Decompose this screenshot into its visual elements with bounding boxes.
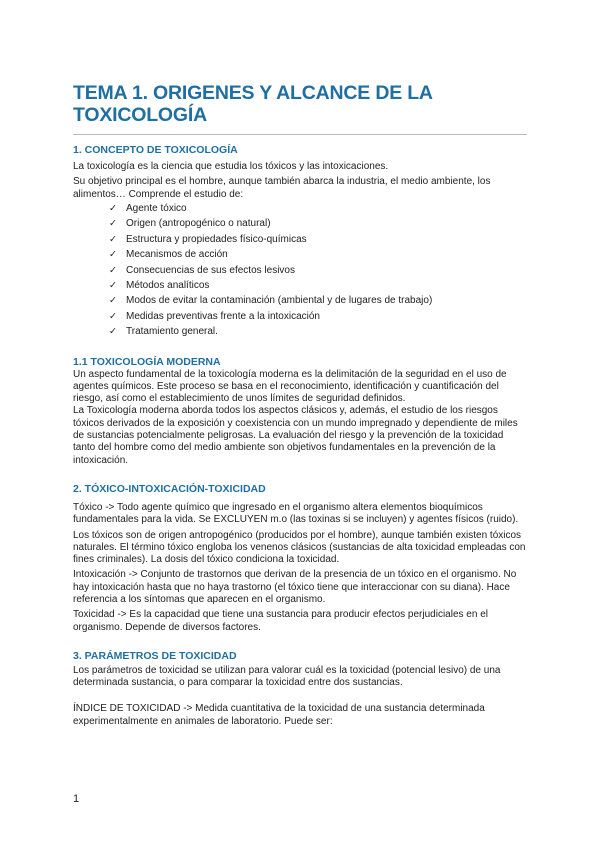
section-3-paragraph-2: ÍNDICE DE TOXICIDAD -> Medida cuantitativa de la toxicidad de una sustancia determinada experimentalmente en animales de laboratorio. Puede ser: bbox=[73, 703, 485, 727]
check-mark-icon: ✓ bbox=[109, 249, 117, 261]
list-item: ✓ Estructura y propiedades físico-químicas bbox=[109, 232, 528, 247]
section-3-paragraph-1: Los parámetros de toxicidad se utilizan para valorar cuál es la toxicidad (potencial lesivo) de una determinada sustancia, o para comparar la toxicidad entre dos sustancias. bbox=[73, 664, 501, 689]
topic-list bbox=[73, 201, 528, 340]
document-page bbox=[73, 82, 528, 728]
title-divider bbox=[73, 134, 527, 135]
section-3-heading: 3. PARÁMETROS DE TOXICIDAD bbox=[73, 649, 237, 662]
section-2-heading: 2. TÓXICO-INTOXICACIÓN-TOXICIDAD bbox=[73, 482, 266, 495]
title-line-1: TEMA 1. ORIGENES Y ALCANCE DE LA bbox=[73, 82, 433, 104]
section-1-scope: Su objetivo principal es el hombre, aunque también abarca la industria, el medio ambiente, los alimentos… Comprende el estudio de: bbox=[73, 176, 491, 200]
list-item: ✓ Mecanismos de acción bbox=[109, 247, 528, 262]
list-item: ✓ Modos de evitar la contaminación (ambiental y de lugares de trabajo) bbox=[109, 293, 528, 308]
check-mark-icon: ✓ bbox=[109, 202, 117, 214]
page-title bbox=[73, 82, 528, 126]
check-mark-icon: ✓ bbox=[109, 233, 117, 245]
section-2-paragraph-2: Los tóxicos son de origen antropogénico (producidos por el hombre), aunque también existen tóxicos naturales. El término tóxico engloba los venenos clásicos (sustancias de alta toxicidad empleadas con fines criminales). La dosis del tóxico condiciona la toxicidad. bbox=[73, 529, 526, 566]
section-1-1-paragraph-2: La Toxicología moderna aborda todos los aspectos clásicos y, además, el estudio de los riesgos tóxicos derivados de la exposición y coexistencia con un mundo impregnado y dependiente de miles de sustancias potencialmente peligrosas. La evaluación del riesgo y la prevención de la toxicidad tanto del hombre como del medio ambiente son objetivos fundamentales en la prevención de la intoxicación. bbox=[73, 405, 518, 466]
section-1-1-paragraph-1: Un aspecto fundamental de la toxicología moderna es la delimitación de la seguridad en el uso de agentes químicos. Este proceso se basa en el reconocimiento, identificación y cuantificación del riesgo, así como el establecimiento de unos límites de seguridad definidos. bbox=[73, 368, 507, 405]
title-line-2: TOXICOLOGÍA bbox=[73, 104, 207, 126]
check-mark-icon: ✓ bbox=[109, 218, 117, 230]
check-mark-icon: ✓ bbox=[109, 295, 117, 307]
page-number: 1 bbox=[73, 793, 80, 805]
section-2-paragraph-3: Intoxicación -> Conjunto de trastornos que derivan de la presencia de un tóxico en el organismo. No hay intoxicación hasta que no haya trastorno (el tóxico tiene que interaccionar con su diana). Hace referencia a los síntomas que aparecen en el organismo. bbox=[73, 569, 517, 605]
section-2-paragraph-4: Toxicidad -> Es la capacidad que tiene una sustancia para producir efectos perjudiciales en el organismo. Depende de diversos factores. bbox=[73, 609, 488, 633]
list-item: ✓ Origen (antropogénico o natural) bbox=[109, 216, 528, 231]
check-mark-icon: ✓ bbox=[109, 326, 117, 338]
list-item: ✓ Métodos analíticos bbox=[109, 278, 528, 293]
section-1-intro: La toxicología es la ciencia que estudia los tóxicos y las intoxicaciones. bbox=[73, 161, 389, 172]
list-item: ✓ Agente tóxico bbox=[109, 201, 528, 216]
section-1-heading: 1. CONCEPTO DE TOXICOLOGÍA bbox=[73, 144, 238, 156]
list-item: ✓ Consecuencias de sus efectos lesivos bbox=[109, 263, 528, 278]
check-mark-icon: ✓ bbox=[109, 310, 117, 322]
check-mark-icon: ✓ bbox=[109, 279, 117, 291]
list-item: ✓ Tratamiento general. bbox=[109, 324, 528, 339]
section-2-paragraph-1: Tóxico -> Todo agente químico que ingresado en el organismo altera elementos bioquímicos fundamentales para la vida. Se EXCLUYEN m.o (las toxinas si se incluyen) y agentes físicos (ruido). bbox=[73, 501, 519, 526]
check-mark-icon: ✓ bbox=[109, 264, 117, 276]
section-1-1-heading: 1.1 TOXICOLOGÍA MODERNA bbox=[73, 355, 221, 368]
list-item: ✓ Medidas preventivas frente a la intoxicación bbox=[109, 309, 528, 324]
